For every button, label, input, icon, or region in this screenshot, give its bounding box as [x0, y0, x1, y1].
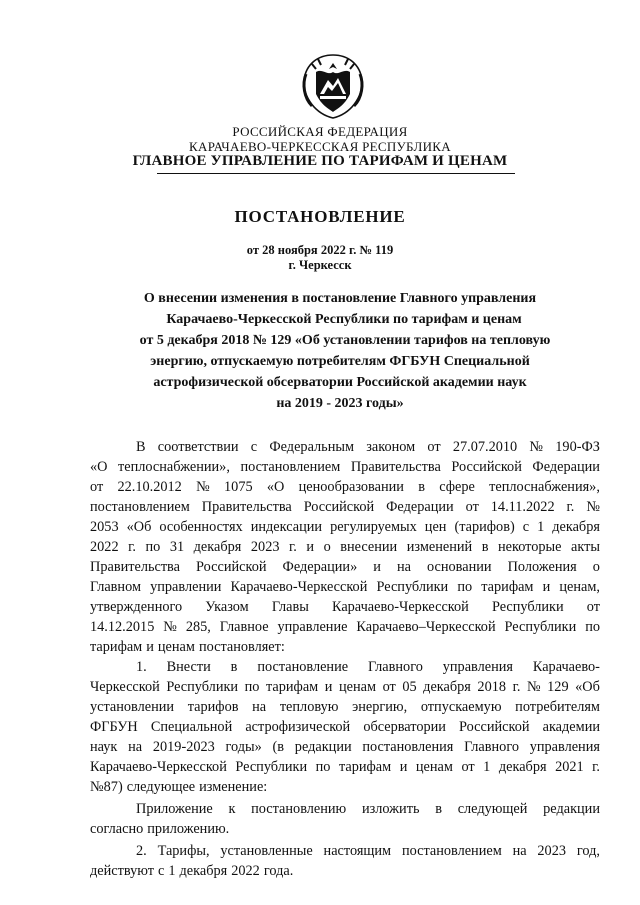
- body-word: тарифов: [187, 699, 239, 715]
- body-word: постановлению: [251, 801, 347, 817]
- body-word: ценам: [157, 639, 195, 655]
- body-word: и: [146, 639, 154, 655]
- body-word: утвержденного: [90, 599, 183, 615]
- body-word: Главного: [464, 739, 519, 755]
- body-word: Правительства: [90, 559, 180, 575]
- body-word: и: [399, 759, 408, 775]
- body-word: постановлением: [401, 843, 502, 859]
- body-line: [90, 657, 600, 677]
- body-word: следующей: [457, 801, 528, 817]
- body-word: к: [228, 801, 236, 817]
- body-word: Тарифы,: [157, 843, 210, 859]
- body-word: Российской: [451, 459, 522, 475]
- body-word: годы»: [225, 739, 262, 755]
- body-line: [90, 597, 600, 617]
- body-word: ценообразовании: [298, 479, 404, 495]
- body-word: о: [592, 559, 600, 575]
- body-word: 27.07.2010: [452, 439, 518, 455]
- body-word: постановляет:: [198, 639, 285, 655]
- body-word: №: [163, 619, 177, 635]
- body-word: изменение:: [199, 779, 268, 795]
- body-word: энергию,: [352, 699, 408, 715]
- body-line: [90, 637, 600, 657]
- body-word: на: [512, 843, 527, 859]
- coat-of-arms-icon: [298, 50, 368, 122]
- subject-line: Карачаево-Черкесской Республики по тарифам и ценам: [166, 312, 522, 327]
- body-word: отпускаемую: [420, 699, 502, 715]
- body-word: по: [585, 619, 600, 635]
- body-word: от: [427, 439, 441, 455]
- body-word: особенностях: [159, 519, 243, 535]
- body-word: редакции: [294, 739, 352, 755]
- body-word: №: [526, 679, 541, 695]
- body-word: академии: [542, 719, 600, 735]
- header-agency: ГЛАВНОЕ УПРАВЛЕНИЕ ПО ТАРИФАМ И ЦЕНАМ: [132, 153, 508, 169]
- body-word: Специальной: [150, 719, 233, 735]
- body-line: [90, 577, 600, 597]
- body-word: 1075: [224, 479, 253, 495]
- body-word: Черкесской: [90, 679, 160, 695]
- body-word: «Об: [575, 679, 600, 695]
- body-word: управлении: [150, 579, 222, 595]
- body-word: согласно: [90, 821, 144, 837]
- body-word: «О: [90, 459, 108, 475]
- body-word: редакции: [543, 801, 600, 817]
- body-word: ФГБУН: [90, 719, 138, 735]
- body-word: с: [158, 863, 165, 879]
- body-word: Карачаево-Черкесской: [230, 579, 368, 595]
- body-word: в: [230, 659, 238, 675]
- body-word: управления: [529, 739, 600, 755]
- body-word: Главы: [271, 599, 309, 615]
- body-word: от: [90, 479, 104, 495]
- body-word: «О: [266, 479, 285, 495]
- subject-line: энергию, отпускаемую потребителям ФГБУН Специальной: [150, 354, 530, 369]
- body-word: 2022: [231, 863, 260, 879]
- body-word: 1: [168, 863, 176, 879]
- body-word: 14.12.2015: [90, 619, 155, 635]
- body-word: приложению.: [147, 821, 230, 837]
- body-word: г.: [128, 539, 136, 555]
- body-line: [90, 737, 600, 757]
- body-word: и: [373, 559, 381, 575]
- body-line: [90, 799, 600, 819]
- body-word: и: [306, 539, 315, 555]
- body-word: на: [252, 699, 267, 715]
- body-word: законом: [366, 439, 416, 455]
- body-word: от: [461, 759, 475, 775]
- body-word: тарифам: [338, 759, 392, 775]
- body-word: г.: [289, 539, 297, 555]
- body-word: Республики: [491, 599, 564, 615]
- body-word: обсерватории: [363, 719, 446, 735]
- body-word: 2021: [555, 759, 584, 775]
- header-republic: КАРАЧАЕВО-ЧЕРКЕССКАЯ РЕСПУБЛИКА: [189, 139, 451, 154]
- body-word: №: [586, 499, 600, 515]
- body-word: на: [128, 739, 143, 755]
- body-word: ценам: [338, 679, 377, 695]
- body-word: потребителям: [515, 699, 600, 715]
- body-word: (тарифов): [454, 519, 515, 535]
- header-divider: [157, 173, 515, 174]
- body-word: ценам: [415, 759, 453, 775]
- body-word: наук: [90, 739, 118, 755]
- body-word: действуют: [90, 863, 155, 879]
- document-city: г. Черкесск: [288, 258, 352, 272]
- body-line: [90, 537, 600, 557]
- body-word: настоящим: [323, 843, 392, 859]
- body-line: [90, 717, 600, 737]
- body-word: от: [586, 599, 600, 615]
- body-word: Российской: [459, 719, 530, 735]
- body-line: [90, 557, 600, 577]
- body-word: 2023: [250, 539, 280, 555]
- body-word: Республики: [376, 579, 449, 595]
- body-line: [90, 757, 600, 777]
- body-word: Федеральным: [269, 439, 355, 455]
- body-word: декабря: [193, 539, 242, 555]
- body-word: 31: [169, 539, 185, 555]
- body-word: изменений: [406, 539, 473, 555]
- body-word: постановление: [257, 659, 349, 675]
- body-line: [90, 437, 600, 457]
- body-word: 2023: [537, 843, 566, 859]
- body-word: Карачаево–Черкесской: [356, 619, 496, 635]
- body-word: управление: [277, 619, 348, 635]
- body-word: Республики: [235, 759, 308, 775]
- body-word: постановления: [362, 739, 454, 755]
- body-line: [90, 861, 600, 881]
- document-subject: [120, 288, 560, 414]
- body-word: Карачаево-Черкесской: [331, 599, 469, 615]
- body-word: декабря: [552, 519, 600, 535]
- body-word: тарифам: [481, 579, 534, 595]
- document-body: [90, 437, 600, 881]
- body-line: [90, 497, 600, 517]
- body-word: Федерации: [386, 499, 454, 515]
- body-word: Республики: [504, 619, 577, 635]
- body-word: основании: [427, 559, 492, 575]
- body-word: цен: [424, 519, 447, 535]
- body-word: 285,: [185, 619, 211, 635]
- body-line: [90, 841, 600, 861]
- body-word: Карачаево-: [532, 659, 600, 675]
- body-word: о: [323, 539, 331, 555]
- header-country: РОССИЙСКАЯ ФЕДЕРАЦИЯ: [232, 124, 408, 139]
- body-word: в: [481, 539, 489, 555]
- body-word: г.: [512, 679, 521, 695]
- body-word: 05: [402, 679, 417, 695]
- body-line: [90, 777, 600, 797]
- body-word: в: [418, 479, 425, 495]
- body-word: постановлением: [240, 459, 341, 475]
- body-word: изложить: [361, 801, 420, 817]
- body-word: №: [196, 479, 210, 495]
- body-word: постановлением: [90, 499, 190, 515]
- body-word: тепловую: [279, 699, 339, 715]
- body-word: с: [250, 439, 258, 455]
- subject-line: О внесении изменения в постановление Главного управления: [143, 291, 537, 306]
- body-word: 1: [483, 759, 491, 775]
- body-word: некоторые: [498, 539, 562, 555]
- body-word: (в: [272, 739, 285, 755]
- body-word: и: [542, 579, 551, 595]
- body-word: Главное: [219, 619, 269, 635]
- body-word: 1: [537, 519, 545, 535]
- body-word: Внести: [166, 659, 211, 675]
- body-word: декабря: [179, 863, 228, 879]
- body-word: с: [522, 519, 530, 535]
- body-word: соответствии: [157, 439, 239, 455]
- subject-line: астрофизической обсерватории Российской академии наук: [153, 375, 527, 390]
- body-word: 2022: [90, 539, 119, 555]
- body-word: теплоснабжения»,: [489, 479, 600, 495]
- body-word: по: [145, 539, 161, 555]
- body-word: Карачаево-Черкесской: [90, 759, 227, 775]
- body-word: Главном: [90, 579, 141, 595]
- body-word: декабря: [423, 679, 471, 695]
- body-word: Правительства: [350, 459, 441, 475]
- body-word: Федерации: [532, 459, 600, 475]
- body-word: по: [457, 579, 473, 595]
- body-word: «Об: [126, 519, 152, 535]
- body-word: 129: [547, 679, 569, 695]
- body-word: и: [324, 679, 333, 695]
- body-line: [90, 697, 600, 717]
- body-word: на: [396, 559, 411, 575]
- body-word: управления: [442, 659, 513, 675]
- body-line: [90, 517, 600, 537]
- body-word: следующее: [126, 779, 196, 795]
- body-word: Приложение: [136, 801, 213, 817]
- document-title: ПОСТАНОВЛЕНИЕ: [234, 207, 406, 226]
- document-dateline: от 28 ноября 2022 г. № 119: [246, 243, 394, 257]
- body-word: по: [315, 759, 331, 775]
- body-word: индексации: [250, 519, 323, 535]
- body-word: по: [244, 679, 260, 695]
- body-word: Главного: [367, 659, 423, 675]
- body-word: Правительства: [201, 499, 292, 515]
- body-word: года.: [263, 863, 294, 879]
- body-line: [90, 457, 600, 477]
- body-line: [90, 819, 600, 839]
- body-word: в: [435, 801, 442, 817]
- body-word: ценам,: [559, 579, 600, 595]
- body-word: г.: [566, 499, 575, 515]
- body-word: №: [529, 439, 544, 455]
- body-word: декабря: [498, 759, 547, 775]
- body-word: Положения: [507, 559, 577, 575]
- body-word: год,: [576, 843, 600, 859]
- body-word: Российской: [196, 559, 267, 575]
- body-word: установлении: [90, 699, 175, 715]
- subject-line: на 2019 - 2023 годы»: [276, 396, 404, 411]
- body-word: Указом: [205, 599, 249, 615]
- body-word: установленные: [220, 843, 313, 859]
- body-word: Республики: [166, 679, 239, 695]
- body-word: Российской: [303, 499, 375, 515]
- subject-line: от 5 декабря 2018 № 129 «Об установлении тарифов на тепловую: [139, 333, 551, 348]
- body-word: г.: [592, 759, 600, 775]
- body-word: акты: [571, 539, 600, 555]
- body-word: 2.: [136, 843, 147, 859]
- body-word: регулируемых: [330, 519, 417, 535]
- body-word: теплоснабжении»,: [118, 459, 230, 475]
- body-word: от: [382, 679, 396, 695]
- body-word: астрофизической: [245, 719, 351, 735]
- body-word: В: [136, 439, 146, 455]
- body-word: 22.10.2012: [117, 479, 182, 495]
- body-word: внесении: [340, 539, 398, 555]
- body-word: от: [465, 499, 479, 515]
- body-line: [90, 677, 600, 697]
- body-word: сфере: [439, 479, 475, 495]
- body-word: тарифам: [265, 679, 319, 695]
- body-word: 1.: [136, 659, 147, 675]
- body-line: [90, 617, 600, 637]
- body-word: Федерации»: [282, 559, 358, 575]
- body-word: 14.11.2022: [490, 499, 555, 515]
- body-word: тарифам: [90, 639, 143, 655]
- body-line: [90, 477, 600, 497]
- body-word: 2019-2023: [152, 739, 215, 755]
- body-word: №87): [90, 779, 123, 795]
- body-word: 2053: [90, 519, 119, 535]
- body-word: 2018: [477, 679, 507, 695]
- body-word: 190-ФЗ: [555, 439, 600, 455]
